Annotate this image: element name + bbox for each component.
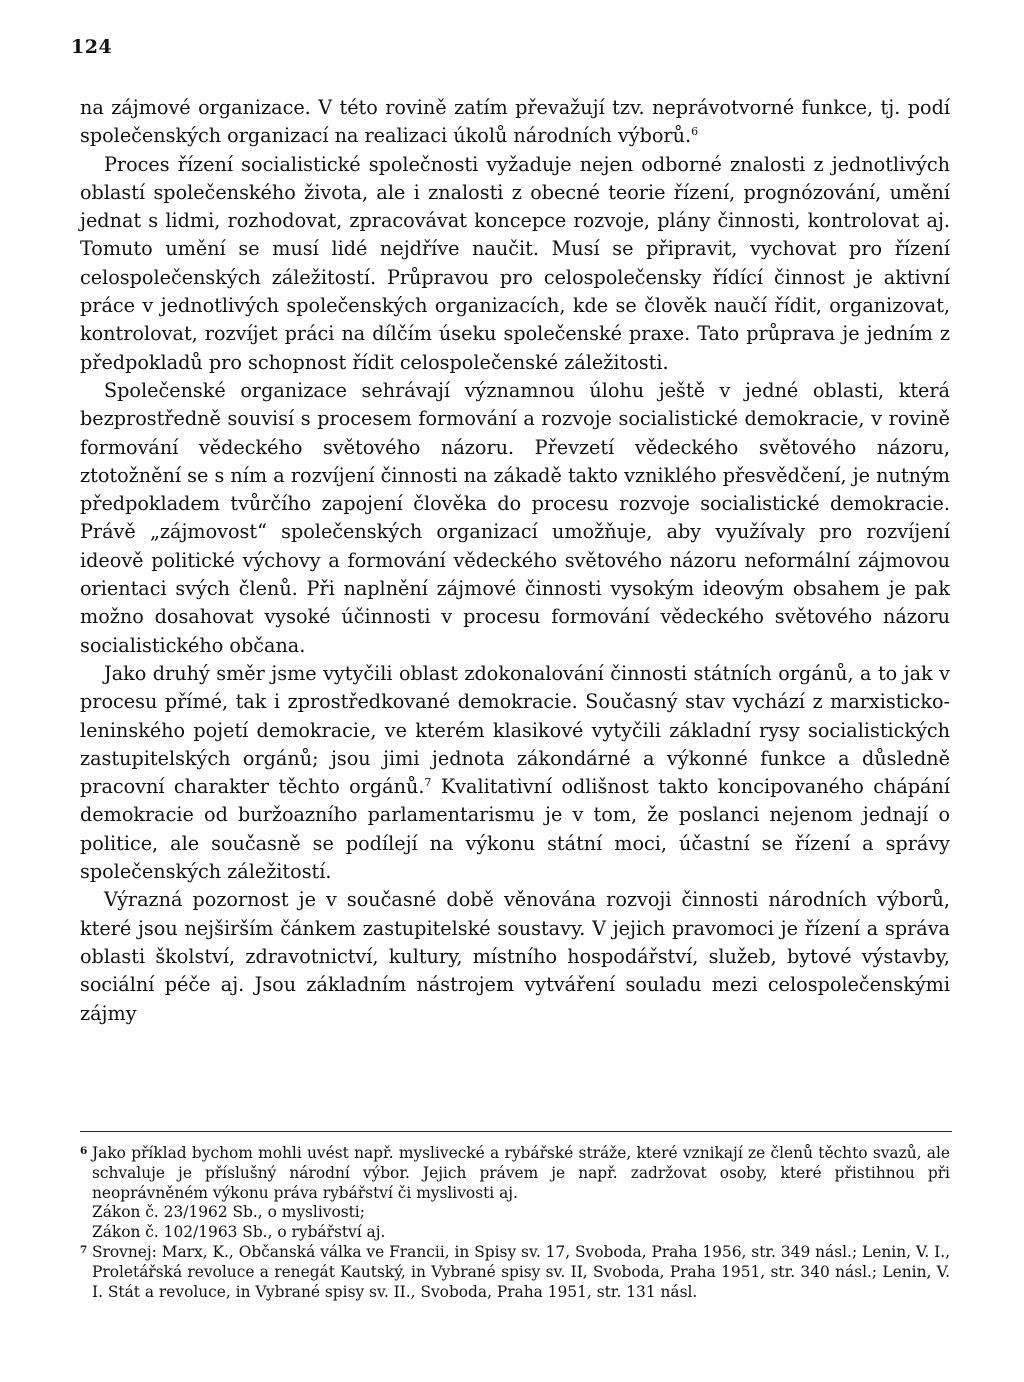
footnote-text: Jako příklad bychom mohli uvést např. myslivecké a rybářské stráže, které vznikají ze členů těchto svazů, ale schvaluje je příslušný národní výbor. Jejich právem je např. zadržovat osoby, které přistihnou při neoprávněném výkonu práva rybářství či myslivosti aj.	[92, 1144, 950, 1202]
paragraph-text: Jako druhý směr jsme vytyčili oblast zdokonalování činnosti státních orgánů, a to jak v procesu přímé, tak i zprostředkované demokracie. Současný stav vychází z marxisticko-leninského pojetí demokracie, ve kterém klasikové vytyčili základní rysy socialistických zastupitelských orgánů; jsou jimi jednota zákondárné a výkonné funkce a důsledně pracovní charakter těchto orgánů.	[80, 661, 950, 799]
page-number: 124	[71, 36, 113, 58]
footnote	[80, 1144, 950, 1243]
footnote-text: Srovnej: Marx, K., Občanská válka ve Francii, in Spisy sv. 17, Svoboda, Praha 1956, str. 349 násl.; Lenin, V. I., Proletářská revoluce a renegát Kautský, in Vybrané spisy sv. II, Svoboda, Praha 1951, str. 340 násl.; Lenin, V. I. Stát a revoluce, in Vybrané spisy sv. II., Svoboda, Praha 1951, str. 131 násl.	[92, 1242, 950, 1301]
paragraph-text: na zájmové organizace. V této rovině zatím převažují tzv. neprávotvorné funkce, tj. podí společenských organizací na realizaci úkolů národních výborů.	[80, 96, 950, 148]
paragraph-text: Kvalitativní odlišnost takto koncipovaného chápání demokracie od buržoazního parlamentarismu je v tom, že poslanci nejenom jednají o politice, ale současně se podílejí na výkonu státní moci, účastní se řízení a správy společenských záležitostí.	[80, 775, 950, 884]
footnote-citation: Zákon č. 23/1962 Sb., o myslivosti;	[92, 1203, 365, 1222]
paragraph: Společenské organizace sehrávají významnou úlohu ještě v jedné oblasti, která bezprostředně souvisí s procesem formování a rozvoje socialistické demokracie, v rovině formování vědeckého světového názoru. Převzetí vědeckého světového názoru, ztotožnění se s ním a rozvíjení činnosti na zákadě takto vzniklého přesvědčení, je nutným předpokladem tvůrčího zapojení člověka do procesu rozvoje socialistické demokracie. Právě „zájmovost“ společenských organizací umožňuje, aby využívaly pro rozvíjení ideově politické výchovy a formování vědeckého světového názoru neformální zájmovou orientaci svých členů. Při naplnění zájmové činnosti vysokým ideovým obsahem je pak možno dosahovat vysoké účinnosti v procesu formování vědeckého světového názoru socialistického občana.	[80, 378, 950, 657]
footnotes	[80, 1144, 950, 1302]
paragraph	[80, 660, 950, 886]
footnote-marker: 7	[80, 1243, 88, 1256]
footnote-ref: 7	[424, 776, 432, 790]
footnote-citation: Zákon č. 102/1963 Sb., o rybářství aj.	[92, 1223, 386, 1242]
paragraph: Výrazná pozornost je v současné době věnována rozvoji činnosti národních výborů, které jsou nejširším čánkem zastupitelské soustavy. V jejich pravomoci je řízení a správa oblasti školství, zdravotnictví, kultury, místního hospodářství, služeb, bytové výstavby, sociální péče aj. Jsou základním nástrojem vytváření souladu mezi celospolečenskými zájmy	[80, 888, 950, 1025]
footnote-marker: 6	[80, 1145, 88, 1157]
paragraph: Proces řízení socialistické společnosti vyžaduje nejen odborné znalosti z jednotlivých oblastí společenského života, ale i znalosti z obecné teorie řízení, prognózování, umění jednat s lidmi, rozhodovat, zpracovávat koncepce rozvoje, plány činnosti, kontrolovat aj. Tomuto umění se musí lidé nejdříve naučit. Musí se připravit, vychovat pro řízení celospolečenských záležitostí. Průpravou pro celospolečensky řídící činnost je aktivní práce v jednotlivých společenských organizacích, kde se člověk naučí řídit, organizovat, kontrolovat, rozvíjet práci na dílčím úseku společenské praxe. Tato průprava je jedním z předpokladů pro schopnost řídit celospolečenské záležitosti.	[80, 152, 950, 374]
footnote-divider	[80, 1131, 952, 1132]
footnote-ref: 6	[691, 125, 699, 139]
footnote	[80, 1243, 950, 1302]
body-text	[80, 94, 950, 1028]
paragraph	[80, 94, 950, 151]
